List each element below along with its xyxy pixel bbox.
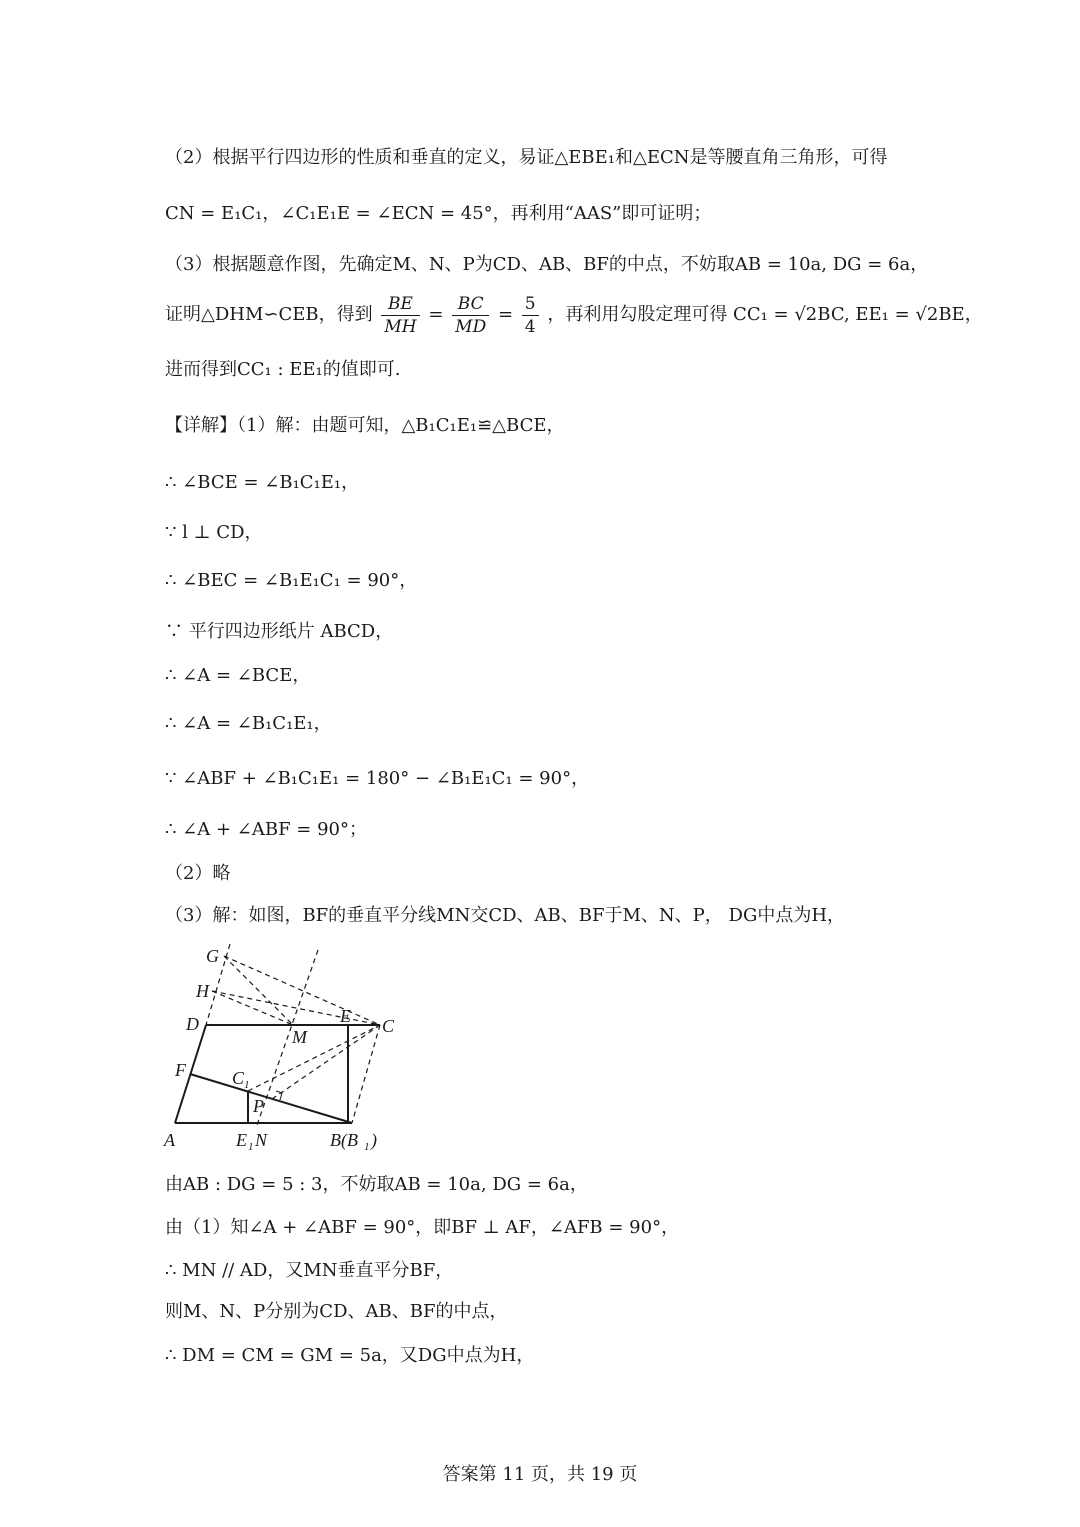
label-c1-subscript: 1 <box>244 1079 250 1091</box>
label-b-close: ) <box>371 1130 377 1150</box>
fraction-numerator: 5 <box>522 293 539 316</box>
fraction-denominator: MD <box>455 316 487 337</box>
text-line-4-start: 证明△DHM∽CEB，得到 <box>165 304 373 325</box>
label-d: D <box>186 1014 199 1034</box>
line-gm <box>224 956 293 1025</box>
segment-fb <box>190 1074 352 1123</box>
text-line-1: （2）根据平行四边形的性质和垂直的定义，易证△EBE₁和△ECN是等腰直角三角形，可得 <box>165 147 888 168</box>
text-line-16: （3）解：如图，BF的垂直平分线MN交CD、AB、BF于M、N、P， DG中点为H， <box>165 905 846 926</box>
text-line-8: ∵ l ⊥ CD， <box>165 522 263 543</box>
fraction-numerator: BE <box>381 293 419 316</box>
label-a: A <box>164 1130 175 1150</box>
line-hm <box>212 991 293 1025</box>
geometry-figure <box>160 938 400 1156</box>
text-line-5: 进而得到CC₁ : EE₁的值即可. <box>165 359 401 380</box>
line-hc <box>212 991 380 1025</box>
text-line-6: 【详解】（1）解：由题可知，△B₁C₁E₁≌△BCE， <box>165 415 565 436</box>
label-b-subscript: 1 <box>364 1141 370 1153</box>
label-n: N <box>255 1130 268 1150</box>
text-line-19: ∴ MN // AD，又MN垂直平分BF， <box>165 1260 454 1281</box>
label-c1: C <box>232 1068 245 1088</box>
label-e1: E <box>236 1130 247 1150</box>
label-e: E <box>340 1006 351 1026</box>
fraction-numerator: BC <box>452 293 489 316</box>
line-c1c <box>248 1025 380 1091</box>
text-line-17: 由AB : DG = 5 : 3，不妨取AB = 10a, DG = 6a， <box>165 1174 588 1195</box>
label-e1-subscript: 1 <box>248 1141 254 1153</box>
line-mn <box>256 950 318 1128</box>
text-line-13: ∵ ∠ABF + ∠B₁C₁E₁ = 180° − ∠B₁E₁C₁ = 90°， <box>165 768 590 789</box>
fraction-5-4 <box>522 293 539 338</box>
line-cb <box>352 1025 380 1123</box>
text-line-2: CN = E₁C₁，∠C₁E₁E = ∠ECN = 45°，再利用“AAS”即可证明； <box>165 203 712 224</box>
label-p: P <box>253 1096 264 1116</box>
text-line-21: ∴ DM = CM = GM = 5a，又DG中点为H， <box>165 1345 535 1366</box>
label-c: C <box>382 1016 395 1036</box>
text-line-4 <box>165 292 983 338</box>
equals-sign: = <box>428 304 444 325</box>
equals-sign: = <box>497 304 514 325</box>
text-line-14: ∴ ∠A + ∠ABF = 90°； <box>165 819 368 840</box>
label-h: H <box>196 981 209 1001</box>
label-m: M <box>292 1027 307 1047</box>
text-line-12: ∴ ∠A = ∠B₁C₁E₁， <box>165 713 332 734</box>
page-footer: 答案第 11 页，共 19 页 <box>442 1464 638 1485</box>
text-line-3: （3）根据题意作图，先确定M、N、P为CD、AB、BF的中点，不妨取AB = 10a, DG = 6a， <box>165 254 929 275</box>
text-line-18: 由（1）知∠A + ∠ABF = 90°，即BF ⊥ AF，∠AFB = 90°， <box>165 1217 680 1238</box>
fraction-bc-md <box>452 293 489 338</box>
fraction-be-mh <box>381 293 419 338</box>
text-line-15: （2）略 <box>165 863 231 884</box>
text-line-7: ∴ ∠BCE = ∠B₁C₁E₁， <box>165 472 360 493</box>
label-f: F <box>175 1060 186 1080</box>
text-line-20: 则M、N、P分别为CD、AB、BF的中点， <box>165 1301 508 1322</box>
fraction-denominator: MH <box>384 316 417 337</box>
line-gc <box>224 956 380 1025</box>
right-angle-mark <box>276 1091 282 1100</box>
fraction-denominator: 4 <box>524 316 536 337</box>
text-line-9: ∴ ∠BEC = ∠B₁E₁C₁ = 90°， <box>165 570 418 591</box>
text-line-10: ∵ 平行四边形纸片 ABCD， <box>165 621 394 642</box>
text-line-11: ∴ ∠A = ∠BCE， <box>165 665 311 686</box>
text-line-4-end: ，再利用勾股定理可得 CC₁ = √2BC, EE₁ = √2BE， <box>547 304 983 325</box>
label-b: B(B <box>330 1130 358 1150</box>
label-g: G <box>206 946 219 966</box>
